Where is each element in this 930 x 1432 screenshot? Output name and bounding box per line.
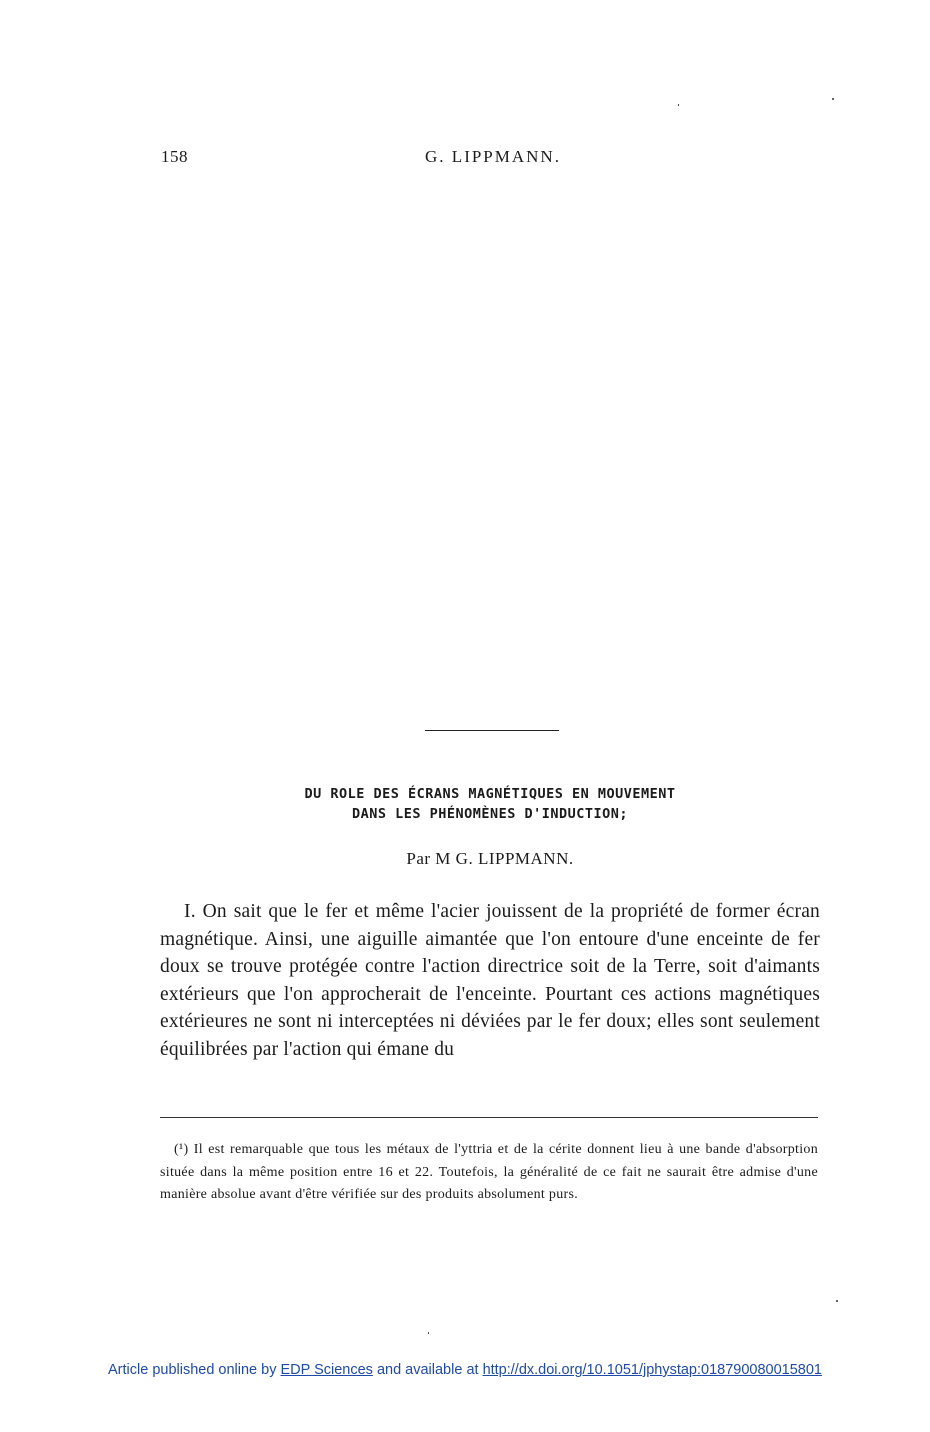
section-divider: [425, 730, 559, 731]
scan-speck: [832, 98, 834, 100]
running-head: G. LIPPMANN.: [425, 147, 561, 166]
title-line-2: DANS LES PHÉNOMÈNES D'INDUCTION;: [351, 806, 629, 822]
scan-speck: [678, 104, 679, 106]
scan-speck: [836, 1300, 838, 1302]
article-title: [160, 784, 820, 824]
body-paragraph: I. On sait que le fer et même l'acier jouissent de la propriété de former écran magnétique. Ainsi, une aiguille aimantée que l'on entoure d'une enceinte de fer doux se trouve protégée contre l'action directrice soit de la Terre, soit d'aimants extérieurs que l'on approcherait de l'enceinte. Pourtant ces actions magnétiques extérieures ne sont ni interceptées ni déviées par le fer doux; elles sont seulement équilibrées par l'action qui émane du: [160, 901, 820, 1060]
publisher-link[interactable]: EDP Sciences: [280, 1362, 373, 1378]
footnote-rule: [160, 1117, 818, 1118]
scan-speck: [428, 1332, 429, 1334]
page-number: 158: [161, 147, 188, 166]
doi-link[interactable]: http://dx.doi.org/10.1051/jphystap:018790080015801: [482, 1362, 822, 1378]
publication-footer: [0, 1362, 930, 1378]
footer-middle: and available at: [376, 1362, 479, 1378]
footer-prefix: Article published online by: [108, 1362, 277, 1378]
byline: Par M G. LIPPMANN.: [406, 849, 574, 868]
footnote: (¹) Il est remarquable que tous les métaux de l'yttria et de la cérite donnent lieu à une bande d'absorption située dans la même position entre 16 et 22. Toutefois, la généralité de ce fait ne saurait être admise d'une manière absolue avant d'être vérifiée sur des produits absolument purs.: [160, 1142, 818, 1202]
title-line-1: DU ROLE DES ÉCRANS MAGNÉTIQUES EN MOUVEMENT: [304, 786, 676, 802]
